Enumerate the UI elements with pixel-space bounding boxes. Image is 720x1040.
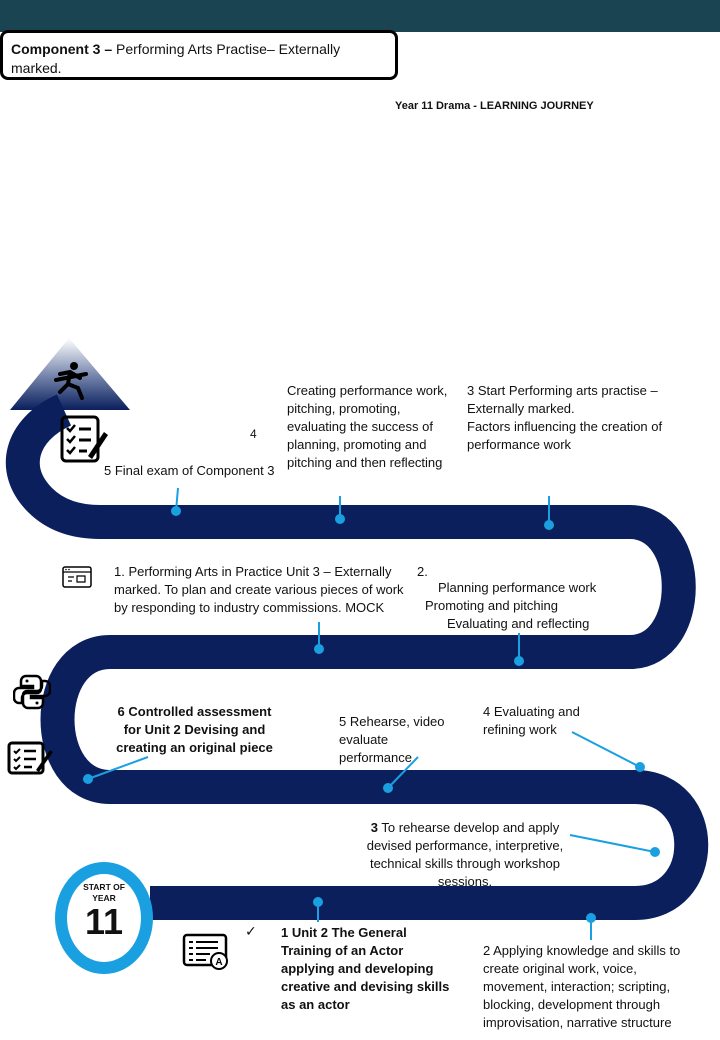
step3-number: 3 bbox=[370, 820, 379, 835]
u3-step2-line3: Evaluating and reflecting bbox=[447, 616, 590, 631]
u3-step1-text: 1. Performing Arts in Practice Unit 3 – Externally marked. To plan and create various pieces of work by responding to industry commissions. MOCK bbox=[114, 564, 404, 615]
winding-road bbox=[23, 410, 691, 903]
u3-step5-text: 5 Final exam of Component 3 bbox=[104, 463, 275, 478]
step3-rehearse-develop bbox=[360, 819, 570, 891]
graded-test-icon bbox=[182, 933, 230, 971]
step2-applying-skills: 2 Applying knowledge and skills to create original work, voice, movement, interaction; scripting, blocking, development through improvisation, narrative structure bbox=[483, 943, 681, 1030]
start-badge-number: 11 bbox=[84, 901, 124, 942]
step1-unit2: 1 Unit 2 The General Training of an Actor applying and developing creative and devising skills as an actor bbox=[281, 925, 450, 1012]
runner-icon bbox=[50, 358, 92, 400]
journey-title: Year 11 Drama - LEARNING JOURNEY bbox=[395, 100, 594, 112]
step3-text: To rehearse develop and apply devised performance, interpretive, technical skills through workshop sessions. bbox=[366, 820, 564, 889]
u3-step2-number: 2. bbox=[417, 564, 428, 579]
u3-step3-factors: Factors influencing the creation of performance work bbox=[467, 419, 663, 452]
u3-step3-text: 3 Start Performing arts practise – Externally marked. bbox=[467, 383, 658, 416]
check-mark: ✓ bbox=[245, 923, 257, 939]
code-window-icon bbox=[62, 566, 92, 588]
component-title-bold: Component 3 – bbox=[11, 41, 113, 57]
exam-paper-icon bbox=[6, 740, 54, 776]
python-icon bbox=[13, 674, 51, 710]
u3-step2-line2: Promoting and pitching bbox=[425, 598, 558, 613]
u3-step2-line1: Planning performance work bbox=[438, 580, 597, 595]
checklist-icon bbox=[58, 414, 110, 466]
start-badge-label: START OF YEAR bbox=[83, 882, 125, 903]
u3-step4-number: 4 bbox=[250, 427, 257, 441]
step6-controlled-assessment: 6 Controlled assessment for Unit 2 Devising and creating an original piece bbox=[116, 704, 273, 755]
u3-step4-text: Creating performance work, pitching, promoting, evaluating the success of planning, promoting and pitching and then reflecting bbox=[287, 383, 448, 470]
svg-text:A: A bbox=[215, 957, 223, 968]
step4-evaluating: 4 Evaluating and refining work bbox=[483, 704, 580, 737]
step5-rehearse: 5 Rehearse, video evaluate performance bbox=[339, 714, 445, 765]
component-title-text: Performing Arts Practise– Externally marked. bbox=[11, 41, 341, 76]
